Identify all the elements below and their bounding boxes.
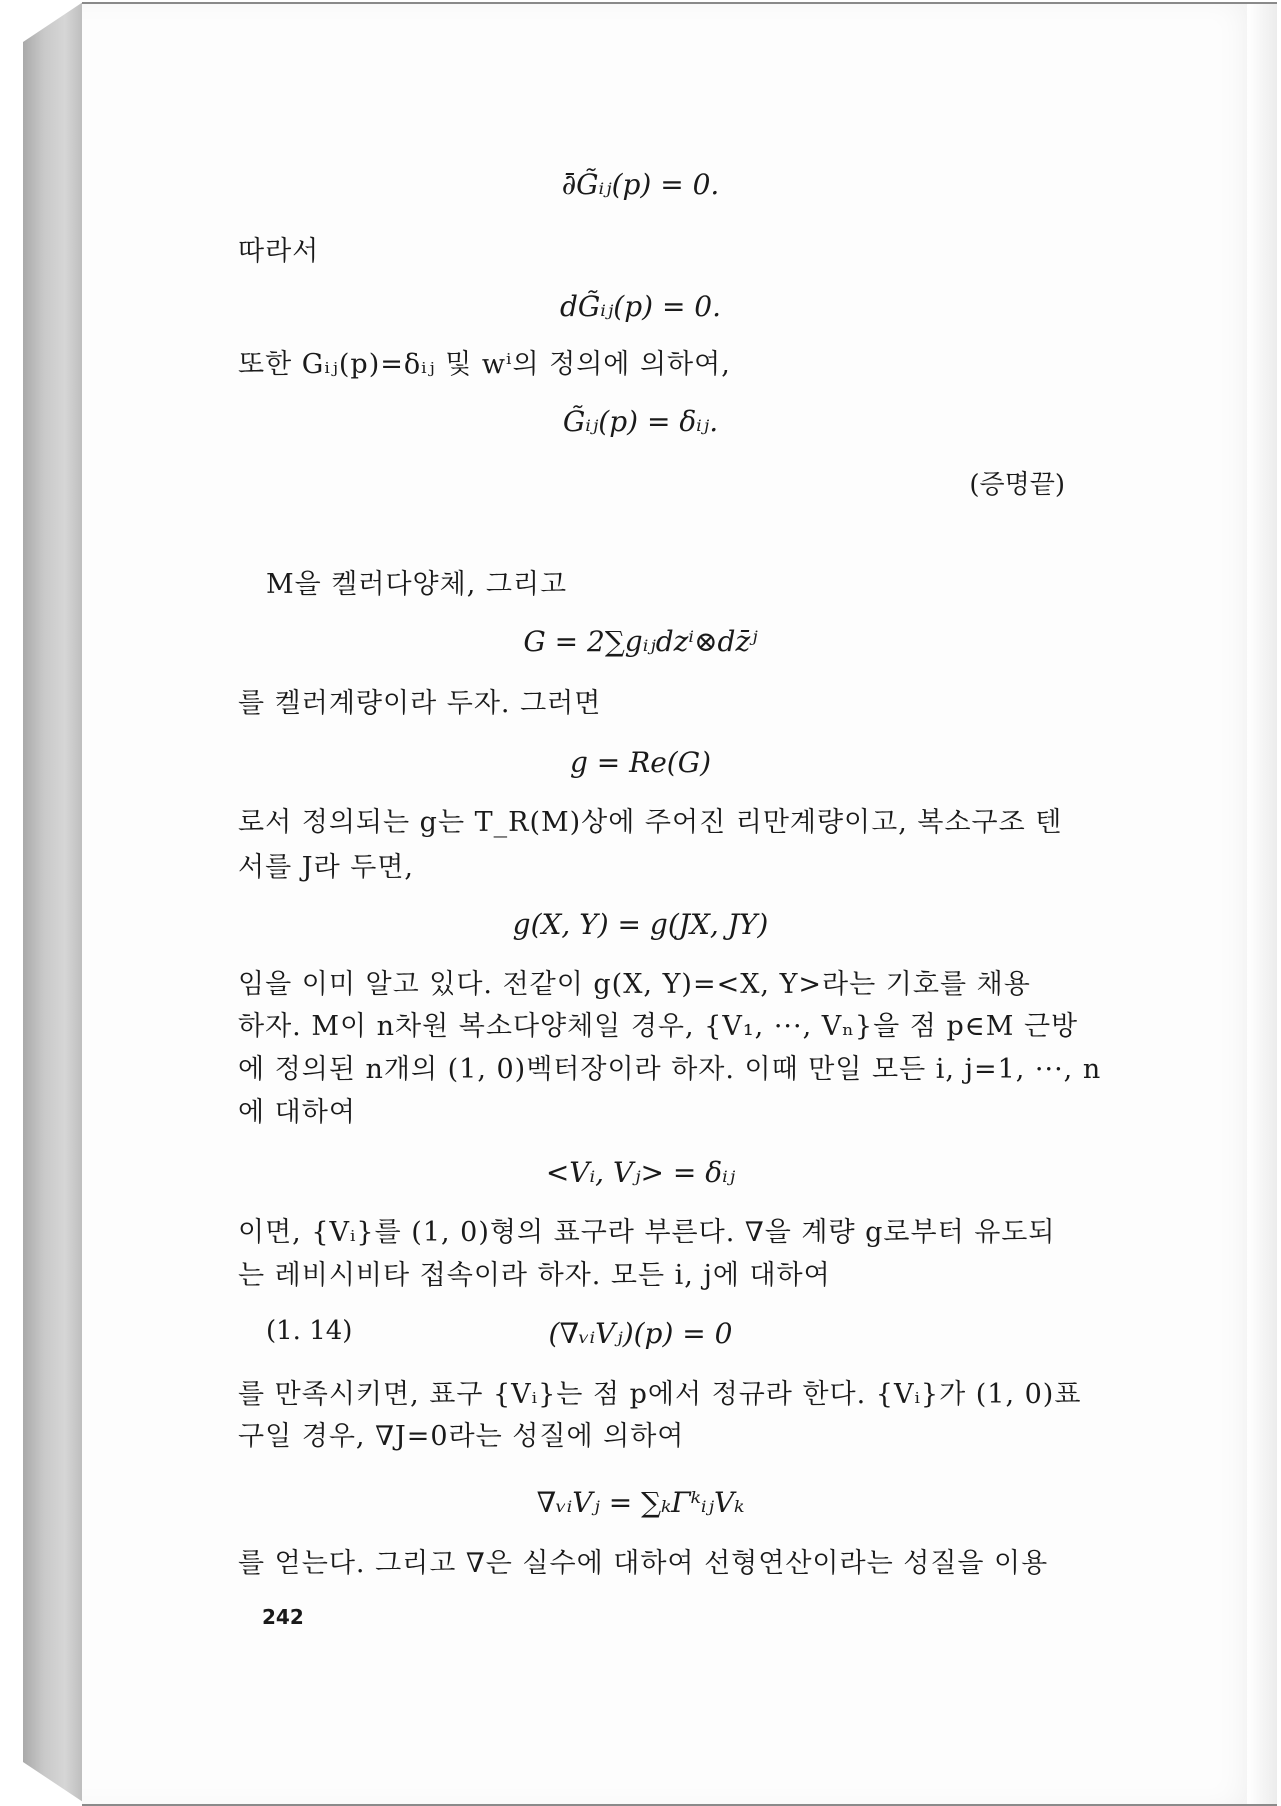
text-line: 를 켈러계량이라 두자. 그러면: [238, 688, 602, 719]
equation-4: G = 2∑gᵢⱼdzⁱ⊗dz̄ʲ: [523, 625, 758, 658]
book-spine: [23, 2, 83, 1802]
book-page: [82, 2, 1277, 1806]
text-line: 에 대하여: [238, 1097, 356, 1128]
text-line: 를 얻는다. 그리고 ∇은 실수에 대하여 선형연산이라는 성질을 이용: [238, 1548, 1049, 1579]
equation-7: <Vᵢ, Vⱼ> = δᵢⱼ: [545, 1156, 736, 1189]
qed-mark: (증명끝): [969, 470, 1065, 500]
equation-8: (∇ᵥᵢVⱼ)(p) = 0: [548, 1317, 733, 1350]
text-line: 는 레비시비타 접속이라 하자. 모든 i, j에 대하여: [238, 1260, 831, 1291]
page-number: 242: [262, 1605, 304, 1629]
equation-2: dG̃ᵢⱼ(p) = 0.: [559, 290, 722, 323]
text-line: 로서 정의되는 g는 T_R(M)상에 주어진 리만계량이고, 복소구조 텐: [238, 807, 1063, 838]
text-line: M을 켈러다양체, 그리고: [266, 569, 568, 600]
text-line: 에 정의된 n개의 (1, 0)벡터장이라 하자. 이때 만일 모든 i, j=1, ···, n: [238, 1054, 1102, 1085]
text-line: 또한 Gᵢⱼ(p)=δᵢⱼ 및 wⁱ의 정의에 의하여,: [238, 349, 731, 380]
equation-3: G̃ᵢⱼ(p) = δᵢⱼ.: [562, 405, 719, 438]
text-line: 하자. M이 n차원 복소다양체일 경우, {V₁, ···, Vₙ}을 점 p∈M 근방: [238, 1011, 1079, 1042]
text-line: 서를 J라 두면,: [238, 852, 414, 883]
equation-label: (1. 14): [266, 1316, 353, 1346]
text-line: 따라서: [238, 236, 320, 267]
equation-5: g = Re(G): [569, 746, 712, 779]
text-line: 를 만족시키면, 표구 {Vᵢ}는 점 p에서 정규라 한다. {Vᵢ}가 (1, 0)표: [238, 1379, 1082, 1410]
text-line: 임을 이미 알고 있다. 전같이 g(X, Y)=<X, Y>라는 기호를 채용: [238, 969, 1031, 1000]
text-line: 이면, {Vᵢ}를 (1, 0)형의 표구라 부른다. ∇을 계량 g로부터 유도되: [238, 1217, 1056, 1248]
equation-9: ∇ᵥᵢVⱼ = ∑ₖΓᵏᵢⱼVₖ: [536, 1486, 745, 1519]
equation-6: g(X, Y) = g(JX, JY): [512, 908, 769, 941]
equation-1: ∂̄G̃ᵢⱼ(p) = 0.: [561, 168, 720, 201]
text-line: 구일 경우, ∇J=0라는 성질에 의하여: [238, 1421, 685, 1452]
page-edge: [1247, 4, 1277, 1804]
